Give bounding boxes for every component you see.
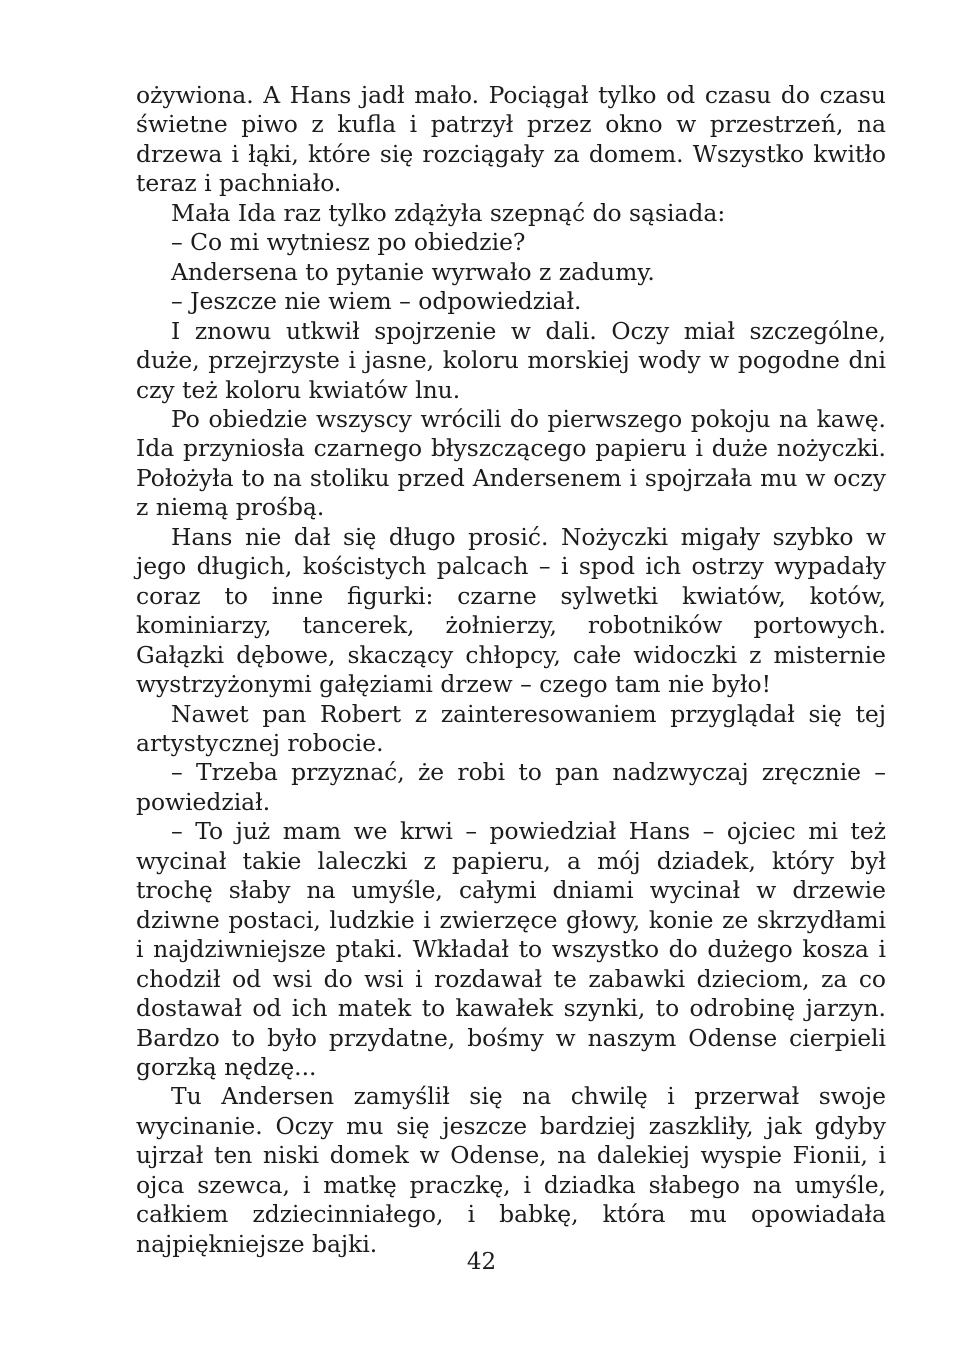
paragraph-4: Andersena to pytanie wyrwało z zadumy. <box>171 257 655 286</box>
paragraph-8: Hans nie dał się długo prosić. Nożyczki migały szybko w jego długich, kościstych palcach – i spod ich ostrzy wypadały coraz to inne figurki: czarne sylwetki kwiatów, kotów, kominiarzy, tancerek, żołnierzy, robotników portowych. Gałązki dębowe, skaczący chłopcy, całe widoczki z misternie wystrzyżonymi gałęziami drzew – czego tam nie było! <box>136 522 886 699</box>
body-text <box>136 81 886 1259</box>
paragraph-11: – To już mam we krwi – powiedział Hans – ojciec mi też wycinał takie laleczki z papieru, a mój dziadek, który był trochę słaby na umyśle, całymi dniami wycinał w drzewie dziwne postaci, ludzkie i zwierzęce głowy, konie ze skrzydłami i najdziwniejsze ptaki. Wkładał to wszystko do dużego kosza i chodził od wsi do wsi i rozdawał te zabawki dzieciom, za co dostawał od ich matek to kawałek szynki, to odrobinę jarzyn. Bardzo to było przydatne, bośmy w naszym Odense cierpieli gorzką nędzę... <box>136 817 886 1081</box>
paragraph-3: – Co mi wytniesz po obiedzie? <box>171 228 526 257</box>
paragraph-5: – Jeszcze nie wiem – odpowiedział. <box>171 287 582 316</box>
paragraph-6: I znowu utkwił spojrzenie w dali. Oczy miał szczególne, duże, przejrzyste i jasne, koloru morskiej wody w pogodne dni czy też koloru kwiatów lnu. <box>136 316 886 404</box>
paragraph-10: – Trzeba przyznać, że robi to pan nadzwyczaj zręcznie – powiedział. <box>136 758 886 816</box>
paragraph-9: Nawet pan Robert z zainteresowaniem przyglądał się tej artystycznej robocie. <box>136 699 886 757</box>
paragraph-7: Po obiedzie wszyscy wrócili do pierwszego pokoju na kawę. Ida przyniosła czarnego błyszczącego papieru i duże nożyczki. Położyła to na stoliku przed Andersenem i spojrzała mu w oczy z niemą prośbą. <box>136 404 886 522</box>
paragraph-1: ożywiona. A Hans jadł mało. Pociągał tylko od czasu do czasu świetne piwo z kufla i patrzył przez okno w przestrzeń, na drzewa i łąki, które się rozciągały za domem. Wszystko kwitło teraz i pachniało. <box>136 81 886 198</box>
page-number: 42 <box>466 1249 497 1275</box>
paragraph-12: Tu Andersen zamyślił się na chwilę i przerwał swoje wycinanie. Oczy mu się jeszcze bardziej zaszkliły, jak gdyby ujrzał ten niski domek w Odense, na dalekiej wyspie Fionii, i ojca szewca, i matkę praczkę, i dziadka słabego na umyśle, całkiem zdziecinniałego, i babkę, która mu opowiadała najpiękniejsze bajki. <box>136 1082 886 1258</box>
paragraph-2: Mała Ida raz tylko zdążyła szepnąć do sąsiada: <box>171 198 726 227</box>
